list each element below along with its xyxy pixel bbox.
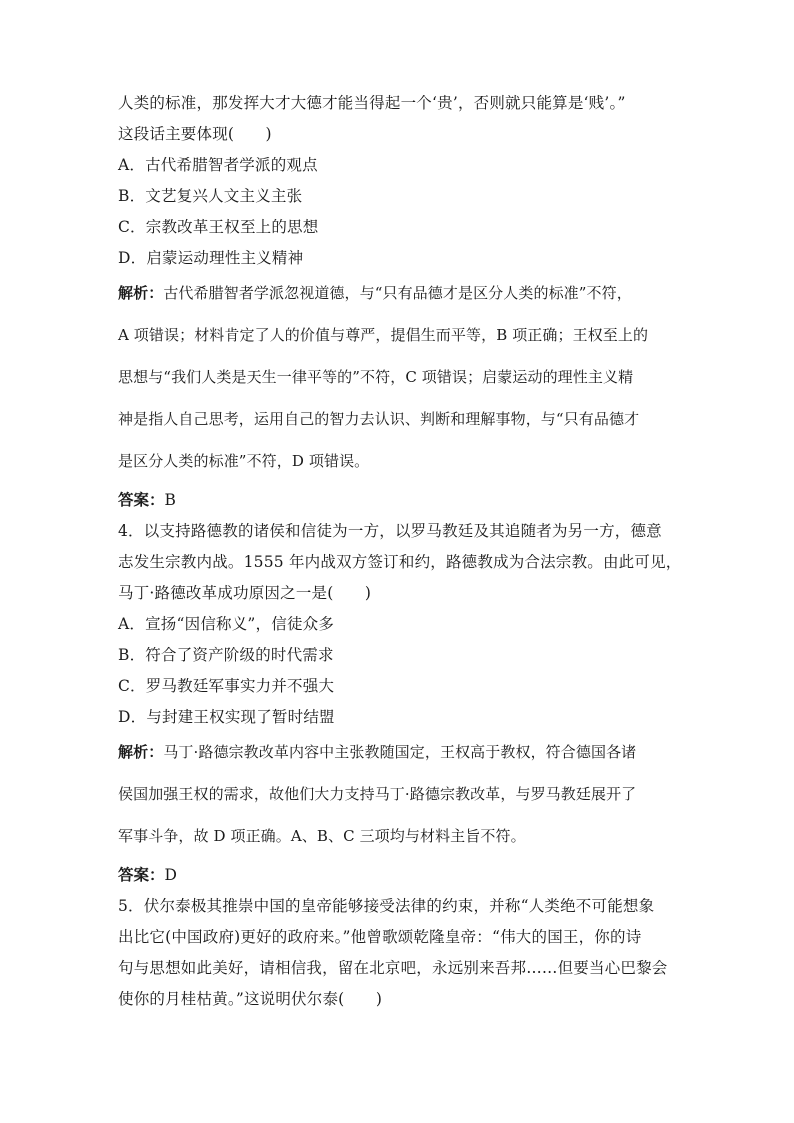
answer-value: D bbox=[164, 866, 177, 884]
question-4-option-d: D．与封建王权实现了暂时结盟 bbox=[118, 708, 335, 726]
question-3-explanation bbox=[118, 272, 678, 482]
answer-label: 答案： bbox=[118, 865, 165, 884]
question-4-explanation bbox=[118, 731, 678, 857]
explanation-line: 古代希腊智者学派忽视道德，与“只有品德才是区分人类的标准”不符， bbox=[163, 284, 632, 302]
question-3-option-c: C．宗教改革王权至上的思想 bbox=[118, 218, 319, 236]
question-5-stem-line-1: 5．伏尔泰极其推崇中国的皇帝能够接受法律的约束，并称“人类绝不可能想象 bbox=[118, 897, 655, 915]
question-3-option-b: B．文艺复兴人文主义主张 bbox=[118, 187, 303, 205]
question-5-stem-line-3: 句与思想如此美好，请相信我，留在北京吧，永远别来吾邦……但要当心巴黎会 bbox=[118, 959, 668, 977]
question-4-stem-line-3: 马丁·路德改革成功原因之一是( ) bbox=[118, 584, 372, 602]
question-3-stem-line-1: 人类的标准，那发挥大才大德才能当得起一个‘贵’，否则就只能算是‘贱’。” bbox=[118, 94, 626, 112]
question-3-answer bbox=[118, 484, 678, 516]
question-3-option-d: D．启蒙运动理性主义精神 bbox=[118, 249, 304, 267]
explanation-line: 军事斗争，故 D 项正确。A、B、C 三项均与材料主旨不符。 bbox=[118, 827, 526, 845]
explanation-line: 是区分人类的标准”不符，D 项错误。 bbox=[118, 452, 370, 470]
question-4-option-c: C．罗马教廷军事实力并不强大 bbox=[118, 677, 335, 695]
question-5-stem-line-4: 使你的月桂枯黄。”这说明伏尔泰( ) bbox=[118, 990, 383, 1008]
question-3-stem-line-2: 这段话主要体现( ) bbox=[118, 125, 272, 143]
question-4 bbox=[118, 516, 682, 891]
explanation-line: 马丁·路德宗教改革内容中主张教随国定，王权高于教权，符合德国各诸 bbox=[163, 743, 637, 761]
question-4-stem-line-2: 志发生宗教内战。1555 年内战双方签订和约，路德教成为合法宗教。由此可见， bbox=[118, 553, 682, 571]
question-4-answer bbox=[118, 859, 678, 891]
question-3 bbox=[118, 88, 678, 516]
question-4-stem-line-1: 4．以支持路德教的诸侯和信徒为一方，以罗马教廷及其追随者为另一方，德意 bbox=[118, 522, 662, 540]
explanation-line: A 项错误；材料肯定了人的价值与尊严，提倡生而平等，B 项正确；王权至上的 bbox=[118, 326, 649, 344]
question-3-option-a: A．古代希腊智者学派的观点 bbox=[118, 156, 318, 174]
explanation-label: 解析： bbox=[118, 284, 164, 302]
explanation-line: 侯国加强王权的需求，故他们大力支持马丁·路德宗教改革，与罗马教廷展开了 bbox=[118, 785, 637, 803]
explanation-line: 神是指人自己思考，运用自己的智力去认识、判断和理解事物，与“只有品德才 bbox=[118, 410, 640, 428]
answer-label: 答案： bbox=[118, 490, 165, 509]
document-page bbox=[118, 88, 682, 1015]
question-5 bbox=[118, 891, 678, 1015]
question-5-stem-line-2: 出比它(中国政府)更好的政府来。”他曾歌颂乾隆皇帝：“伟大的国王，你的诗 bbox=[118, 928, 642, 946]
explanation-line: 思想与“我们人类是天生一律平等的”不符，C 项错误；启蒙运动的理性主义精 bbox=[118, 368, 634, 386]
question-4-option-a: A．宣扬“因信称义”，信徒众多 bbox=[118, 615, 335, 633]
explanation-label: 解析： bbox=[118, 743, 164, 761]
question-4-option-b: B．符合了资产阶级的时代需求 bbox=[118, 646, 334, 664]
answer-value: B bbox=[164, 491, 176, 509]
